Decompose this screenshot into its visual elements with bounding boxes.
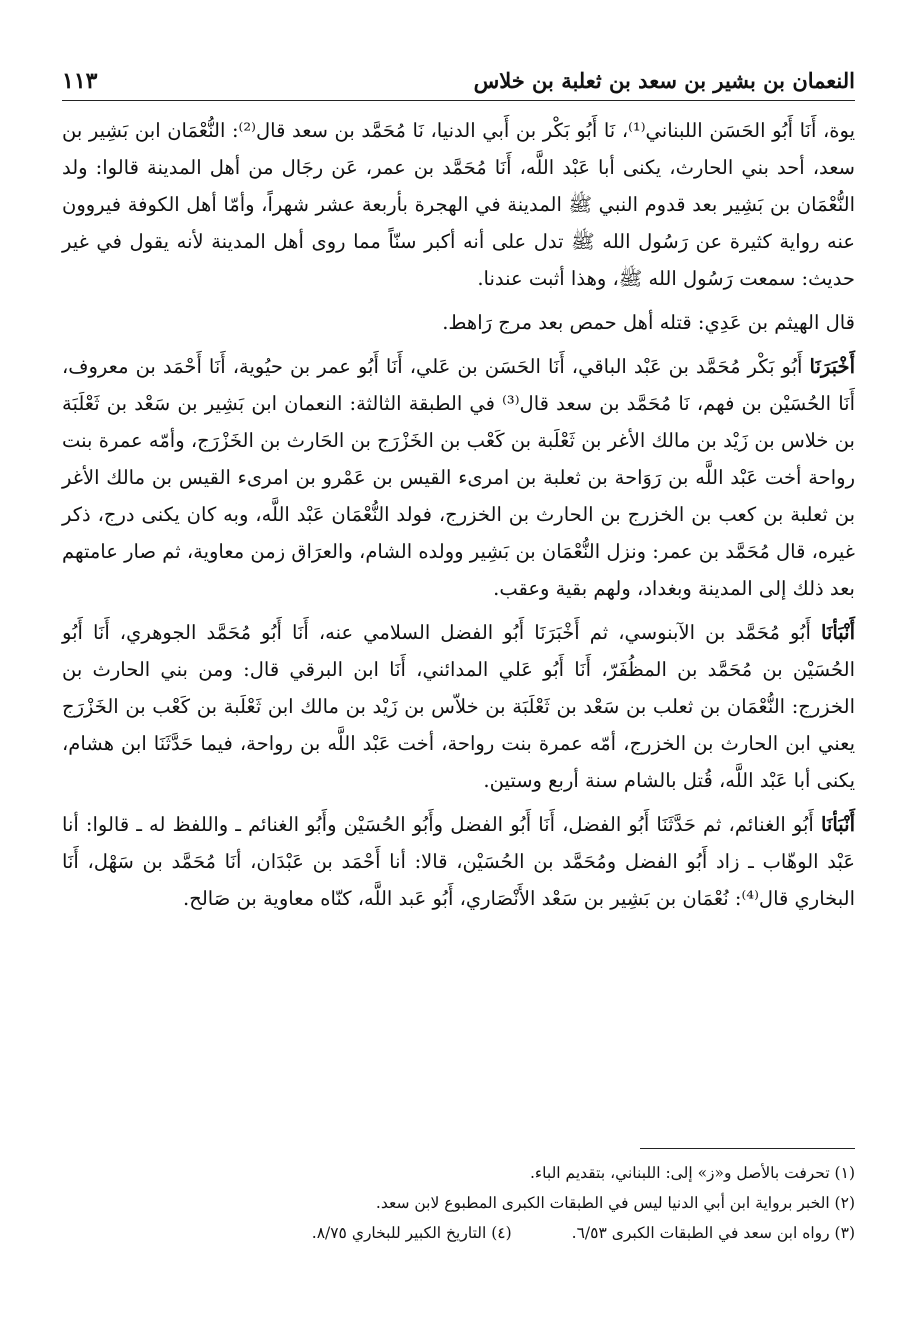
paragraph — [62, 304, 855, 341]
paragraph-lead: أَنْبَأنَا — [820, 621, 855, 644]
main-text — [62, 112, 855, 924]
paragraph — [62, 614, 855, 799]
paragraph-lead: أَنْبَأنَا — [820, 813, 855, 836]
paragraph — [62, 806, 855, 917]
page-header — [62, 58, 855, 96]
paragraph-text: أَبُو مُحَمَّد بن الآبنوسي، ثم أَخْبَرَنَا أَبُو الفضل السلامي عنه، أَنَا أَبُو مُحَمَّد الجوهري، أَنَا أَبُو الحُسَيْن بن مُحَمَّد بن المظُفَرّ، أَنَا أَبُو عَلي المدائني، أَنَا ابن البرقي قال: ومن بني الحارث بن الخزرج: النُّعْمَان بن ثعلب بن سَعْد بن ثَعْلَبَة بن خلاّس بن زَيْد بن مالك ابن ثَعْلَبة بن كَعْب بن الخَزْرَج يعني ابن الحارث بن الخزرج، أمّه عمرة بنت رواحة، أخت عَبْد اللَّه بن رواحة، فيما حَدَّثَنَا ابن هشام، يكنى أبا عَبْد اللَّه، قُتل بالشام سنة أربع وستين. — [62, 621, 855, 792]
footnote-row — [62, 1218, 855, 1248]
paragraph — [62, 112, 855, 297]
paragraph-text: أَبُو بَكْر مُحَمَّد بن عَبْد الباقي، أَنَا الحَسَن بن عَلي، أَنَا أَبُو عمر بن حيُوية، أَنَا أَحْمَد بن معروف، أَنَا الحُسَيْن بن فهم، نَا مُحَمَّد بن سعد قال⁽³⁾ في الطبقة الثالثة: النعمان ابن بَشِير بن سَعْد بن ثَعْلَبَة بن خلاس بن زَيْد بن مالك الأغر بن ثَعْلَبة بن كَعْب بن الخَزْرَج بن الحَارث بن الخَزْرَج، وأمّه عمرة بنت رواحة أخت عَبْد اللَّه بن رَوَاحة بن ثعلبة بن امرىء القيس بن عَمْرو بن امرىء القيس بن مالك الأغر بن ثعلبة بن كعب بن الخزرج بن الحارث بن الخزرج، فولد النُّعْمَان عَبْد اللَّه، وبه كان يكنى درج، ذكر غيره، قال مُحَمَّد بن عمر: ونزل النُّعْمَان بن بَشِير وولده الشام، والعرَاق زمن معاوية، ثم صار عامتهم بعد ذلك إلى المدينة وبغداد، ولهم بقية وعقب. — [62, 355, 856, 600]
paragraph-text: أَبُو الغنائم، ثم حَدَّثَنَا أَبُو الفضل، أَنَا أَبُو الفضل وأَبُو الحُسَيْن وأَبُو الغنائم ـ واللفظ له ـ قالوا: أنا عَبْد الوهّاب ـ زاد أَبُو الفضل ومُحَمَّد بن الحُسَيْن، قالا: أنا أَحْمَد بن عَبْدَان، أنَا مُحَمَّد بن سَهْل، أَنَا البخاري قال⁽⁴⁾: نُعْمَان بن بَشِير بن سَعْد الأَنْصَاري، أَبُو عَبد اللَّه، كنّاه معاوية بن صَالح. — [62, 813, 855, 910]
footnote-rule — [640, 1148, 855, 1149]
footnote: (١) تحرفت بالأصل و«ز» إلى: اللبناني، بتقديم الباء. — [529, 1164, 855, 1182]
page-number: ١١٣ — [62, 68, 98, 94]
header-rule — [62, 100, 855, 101]
footnote: (٣) رواه ابن سعد في الطبقات الكبرى ٦/٥٣. — [571, 1224, 855, 1242]
footnote: (٢) الخبر برواية ابن أبي الدنيا ليس في الطبقات الكبرى المطبوع لابن سعد. — [375, 1194, 855, 1212]
paragraph-text: يوة، أَنَا أَبُو الحَسَن اللبناني⁽¹⁾، نَا أَبُو بَكْر بن أَبي الدنيا، نَا مُحَمَّد بن سعد قال⁽²⁾: النُّعْمَان ابن بَشِير بن سعد، أحد بني الحارث، يكنى أبا عَبْد اللَّه، أَنَا مُحَمَّد بن عمر، عَن رجَال من أهل المدينة قالوا: ولد النُّعْمَان بن بَشِير بعد قدوم النبي ﷺ المدينة في الهجرة بأربعة عشر شهراً، وأمّا أهل الكوفة فيروون عنه رواية كثيرة عن رَسُول الله ﷺ تدل على أنه أكبر سنّاً مما روى أهل المدينة لأنه يقول في غير حديث: سمعت رَسُول الله ﷺ، وهذا أثبت عندنا. — [62, 119, 855, 290]
footnote: (٤) التاريخ الكبير للبخاري ٨/٧٥. — [311, 1224, 512, 1242]
paragraph-text: قال الهيثم بن عَدِي: قتله أهل حمص بعد مرج رَاهط. — [442, 311, 855, 334]
paragraph-lead: أَخْبَرَنَا — [809, 355, 855, 378]
footnotes — [62, 1158, 855, 1248]
running-title: النعمان بن بشير بن سعد بن ثعلبة بن خلاس — [473, 68, 855, 93]
paragraph — [62, 348, 855, 607]
